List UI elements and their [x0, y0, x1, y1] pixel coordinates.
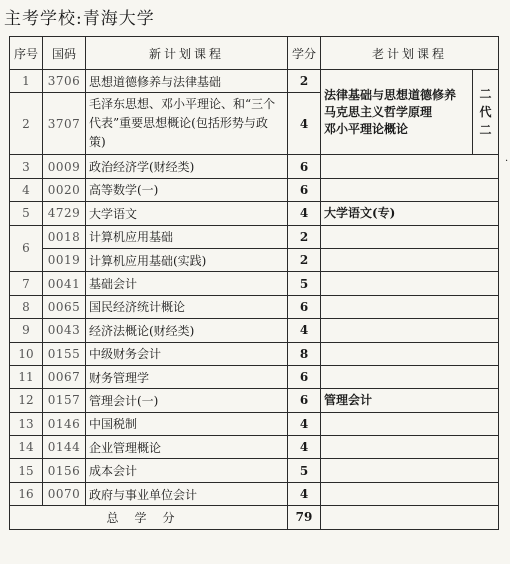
old-course-mgmt: 管理会计 [321, 389, 499, 412]
old-course-empty [321, 295, 499, 318]
old-course-chinese: 大学语文(专) [321, 202, 499, 225]
row-seq: 10 [10, 342, 43, 365]
total-label: 总学分 [10, 506, 288, 529]
old-course-empty [321, 412, 499, 435]
header-new-course: 新计划课程 [86, 37, 288, 70]
row-code: 0067 [43, 365, 86, 388]
table-row [10, 389, 499, 412]
table-row [10, 202, 499, 225]
row-credit: 4 [288, 412, 321, 435]
row-credit: 6 [288, 365, 321, 388]
row-code: 0019 [43, 248, 86, 271]
table-header-row [10, 37, 499, 70]
row-credit: 8 [288, 342, 321, 365]
row-seq: 14 [10, 436, 43, 459]
old-course-note [473, 70, 499, 155]
total-empty [321, 506, 499, 529]
row-new-course: 中级财务会计 [86, 342, 288, 365]
row-new-course: 基础会计 [86, 272, 288, 295]
row-credit: 2 [288, 248, 321, 271]
stray-mark: . [505, 153, 509, 164]
old-course-item: 邓小平理论概论 [324, 121, 409, 136]
row-seq: 15 [10, 459, 43, 482]
row-seq: 12 [10, 389, 43, 412]
table-row [10, 365, 499, 388]
row-seq: 2 [10, 93, 43, 155]
row-new-course: 大学语文 [86, 202, 288, 225]
note-char: 二 [479, 123, 492, 138]
row-code: 0146 [43, 412, 86, 435]
row-credit: 6 [288, 178, 321, 201]
row-credit: 4 [288, 202, 321, 225]
row-credit: 2 [288, 70, 321, 93]
table-row [10, 272, 499, 295]
old-course-empty [321, 459, 499, 482]
row-seq: 4 [10, 178, 43, 201]
table-row [10, 342, 499, 365]
row-code: 0065 [43, 295, 86, 318]
table-row [10, 319, 499, 342]
row-code: 0156 [43, 459, 86, 482]
old-course-empty [321, 365, 499, 388]
row-new-course: 高等数学(一) [86, 178, 288, 201]
row-seq: 9 [10, 319, 43, 342]
row-seq: 13 [10, 412, 43, 435]
row-credit: 4 [288, 482, 321, 505]
row-credit: 4 [288, 93, 321, 155]
row-credit: 2 [288, 225, 321, 248]
old-course-item: 法律基础与思想道德修养 [324, 87, 457, 102]
row-credit: 5 [288, 459, 321, 482]
table-row [10, 70, 499, 93]
row-new-course: 中国税制 [86, 412, 288, 435]
old-course-block-politics [321, 70, 473, 155]
row-seq: 11 [10, 365, 43, 388]
header-old-course: 老计划课程 [321, 37, 499, 70]
row-new-course: 计算机应用基础(实践) [86, 248, 288, 271]
row-code: 3707 [43, 93, 86, 155]
total-row [10, 506, 499, 529]
row-code: 0009 [43, 155, 86, 178]
header-seq: 序号 [10, 37, 43, 70]
table-row [10, 459, 499, 482]
row-credit: 6 [288, 155, 321, 178]
old-course-empty [321, 272, 499, 295]
table-row [10, 155, 499, 178]
row-credit: 6 [288, 389, 321, 412]
row-new-course: 成本会计 [86, 459, 288, 482]
row-new-course: 计算机应用基础 [86, 225, 288, 248]
row-credit: 4 [288, 319, 321, 342]
row-new-course: 毛泽东思想、邓小平理论、和“三个代表”重要思想概论(包括形势与政策) [86, 93, 288, 155]
row-new-course: 政治经济学(财经类) [86, 155, 288, 178]
row-code: 0020 [43, 178, 86, 201]
row-code: 0041 [43, 272, 86, 295]
row-code: 0144 [43, 436, 86, 459]
old-course-empty [321, 319, 499, 342]
row-code: 3706 [43, 70, 86, 93]
row-credit: 5 [288, 272, 321, 295]
row-new-course: 企业管理概论 [86, 436, 288, 459]
table-row [10, 482, 499, 505]
course-table [9, 36, 499, 530]
old-course-empty [321, 436, 499, 459]
row-new-course: 政府与事业单位会计 [86, 482, 288, 505]
row-new-course: 国民经济统计概论 [86, 295, 288, 318]
row-seq: 16 [10, 482, 43, 505]
header-code: 国码 [43, 37, 86, 70]
row-credit: 6 [288, 295, 321, 318]
table-row [10, 295, 499, 318]
row-seq: 8 [10, 295, 43, 318]
table-row [10, 248, 499, 271]
row-seq: 5 [10, 202, 43, 225]
page-title: 主考学校:青海大学 [4, 9, 155, 29]
old-course-empty [321, 342, 499, 365]
table-row [10, 436, 499, 459]
row-code: 4729 [43, 202, 86, 225]
old-course-empty [321, 248, 499, 271]
row-code: 0157 [43, 389, 86, 412]
old-course-empty [321, 482, 499, 505]
row-new-course: 管理会计(一) [86, 389, 288, 412]
header-credit: 学分 [288, 37, 321, 70]
row-code: 0155 [43, 342, 86, 365]
row-code: 0070 [43, 482, 86, 505]
old-course-empty [321, 225, 499, 248]
table-row [10, 412, 499, 435]
old-course-empty [321, 178, 499, 201]
note-char: 二 [479, 87, 492, 102]
row-seq: 3 [10, 155, 43, 178]
table-row [10, 178, 499, 201]
old-course-item: 马克思主义哲学原理 [324, 104, 433, 119]
row-seq: 6 [10, 225, 43, 272]
row-new-course: 经济法概论(财经类) [86, 319, 288, 342]
row-new-course: 财务管理学 [86, 365, 288, 388]
note-char: 代 [479, 105, 492, 120]
table-row [10, 225, 499, 248]
old-course-empty [321, 155, 499, 178]
row-code: 0043 [43, 319, 86, 342]
row-credit: 4 [288, 436, 321, 459]
row-seq: 7 [10, 272, 43, 295]
total-credit: 79 [288, 506, 321, 529]
row-code: 0018 [43, 225, 86, 248]
row-seq: 1 [10, 70, 43, 93]
row-new-course: 思想道德修养与法律基础 [86, 70, 288, 93]
